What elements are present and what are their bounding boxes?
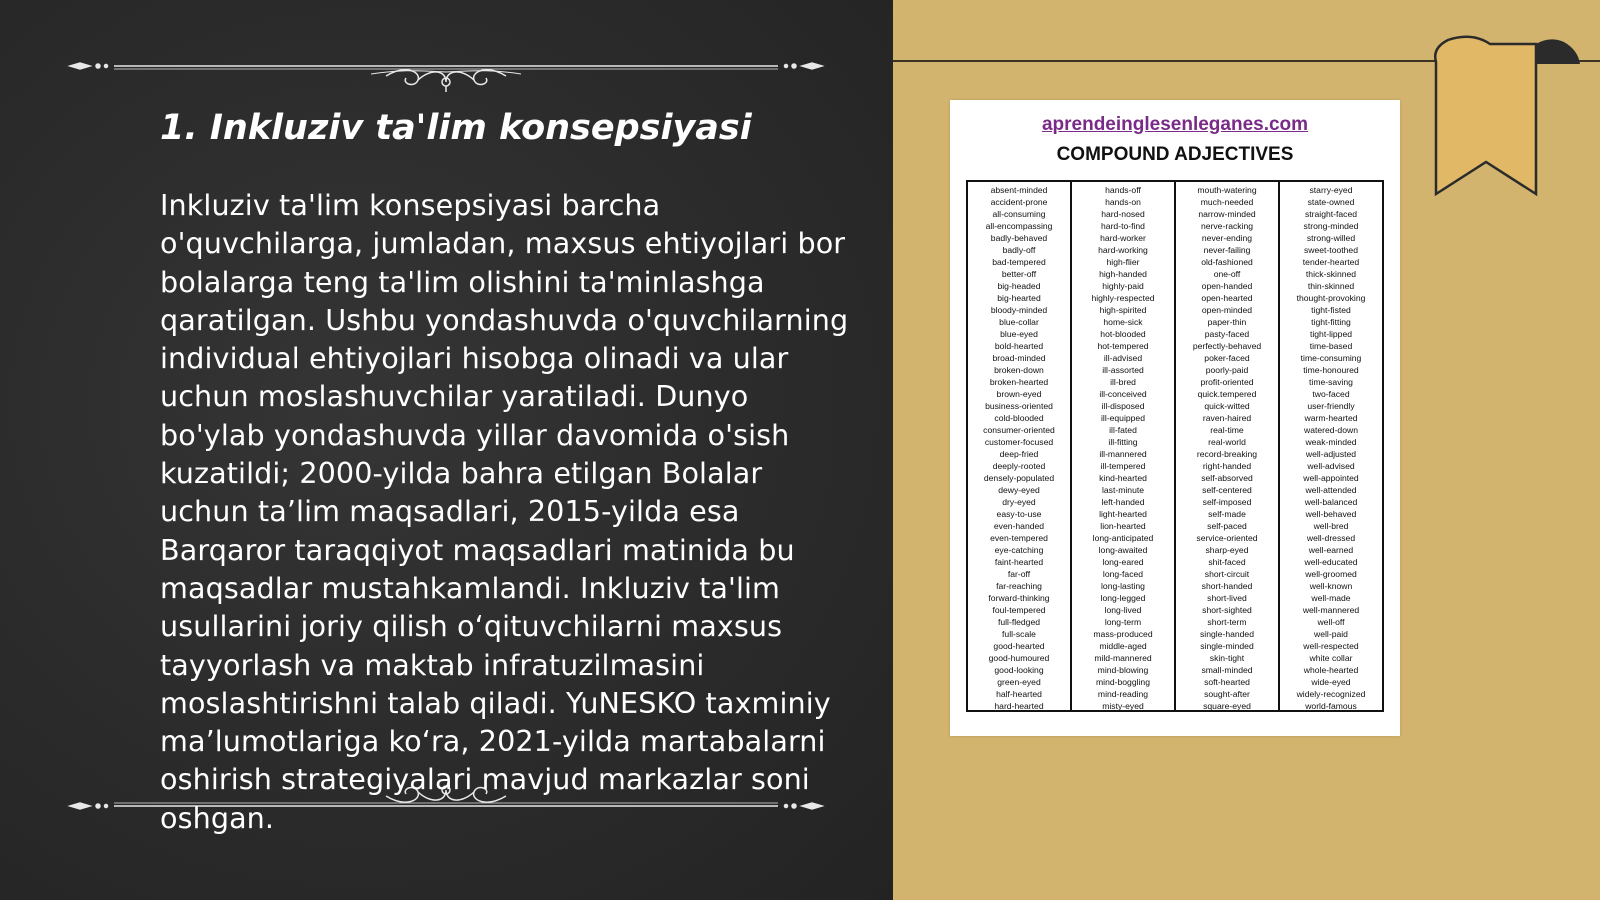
word-item: high-spirited [1099,305,1147,315]
word-item: ill-assorted [1102,365,1144,375]
word-item: self-made [1208,509,1246,519]
word-item: soft-hearted [1204,677,1250,687]
word-item: straight-faced [1304,209,1358,219]
word-item: absent-minded [990,185,1048,195]
word-item: well-mannered [1302,605,1360,615]
word-item: time-based [1309,341,1353,351]
word-item: raven-haired [1202,413,1252,423]
word-item: long-eared [1102,557,1144,567]
word-item: well-adjusted [1305,449,1357,459]
word-item: highly-paid [1102,281,1144,291]
word-item: strong-minded [1303,221,1359,231]
word-item: well-paid [1314,629,1348,639]
word-item: bold-hearted [994,341,1044,351]
word-item: thick-skinned [1305,269,1357,279]
word-item: well-off [1317,617,1345,627]
word-item: left-handed [1101,497,1145,507]
word-item: misty-eyed [1102,701,1144,711]
word-item: business-oriented [985,401,1053,411]
word-item: hard-worker [1100,233,1146,243]
word-item: well-known [1309,581,1353,591]
word-item: hot-tempered [1097,341,1149,351]
word-item: self-centered [1202,485,1252,495]
word-item: thin-skinned [1307,281,1355,291]
word-item: white collar [1309,653,1353,663]
word-item: world-famous [1305,701,1357,711]
word-item: highly-respected [1091,293,1155,303]
word-item: square-eyed [1203,701,1251,711]
word-item: customer-focused [984,437,1054,447]
word-item: time-saving [1309,377,1353,387]
word-item: real-world [1208,437,1246,447]
word-item: quick-witted [1204,401,1250,411]
word-item: broken-hearted [989,377,1049,387]
word-item: badly-off [1002,245,1036,255]
word-item: far-reaching [996,581,1042,591]
word-item: home-sick [1103,317,1143,327]
word-item: kind-hearted [1099,473,1147,483]
word-item: even-handed [993,521,1045,531]
word-item: good-hearted [993,641,1045,651]
word-item: well-balanced [1304,497,1358,507]
word-item: sharp-eyed [1205,545,1249,555]
word-item: mind-boggling [1096,677,1150,687]
word-item: mass-produced [1093,629,1153,639]
word-item: single-minded [1200,641,1254,651]
word-item: watered-down [1304,425,1358,435]
word-item: single-handed [1200,629,1254,639]
word-item: short-handed [1201,581,1253,591]
word-item: service-oriented [1196,533,1258,543]
word-item: short-lived [1207,593,1247,603]
word-item: bloody-minded [990,305,1048,315]
word-item: never-failing [1203,245,1251,255]
word-item: skin-tight [1209,653,1245,663]
word-item: long-term [1104,617,1142,627]
word-item: far-off [1007,569,1031,579]
word-item: foul-tempered [992,605,1046,615]
word-column [1176,182,1280,710]
word-item: all-consuming [992,209,1046,219]
word-item: well-advised [1307,461,1355,471]
word-item: starry-eyed [1309,185,1353,195]
word-item: all-encompassing [985,221,1053,231]
word-item: even-tempered [990,533,1048,543]
word-item: hands-on [1105,197,1141,207]
word-column [968,182,1072,710]
word-item: last-minute [1101,485,1145,495]
word-item: hands-off [1105,185,1141,195]
top-ornament-icon [66,42,826,92]
word-item: ill-equipped [1101,413,1145,423]
word-column [1280,182,1382,710]
worksheet-heading: COMPOUND ADJECTIVES [1056,144,1294,165]
word-item: good-looking [994,665,1044,675]
word-item: ill-advised [1103,353,1143,363]
word-item: tight-fitting [1311,317,1351,327]
word-item: long-lived [1104,605,1142,615]
word-item: open-minded [1201,305,1253,315]
word-item: green-eyed [997,677,1041,687]
word-item: dry-eyed [1002,497,1036,507]
word-item: old-fashioned [1201,257,1253,267]
word-item: never-ending [1201,233,1253,243]
word-item: self-paced [1207,521,1247,531]
word-item: broken-down [994,365,1044,375]
word-item: deep-fried [999,449,1039,459]
compound-adjectives-image [950,100,1400,736]
word-item: short-sighted [1202,605,1252,615]
word-item: well-bred [1313,521,1349,531]
word-item: ill-mannered [1099,449,1147,459]
word-item: time-consuming [1300,353,1362,363]
word-item: blue-eyed [1000,329,1038,339]
word-item: well-dressed [1306,533,1356,543]
word-item: poorly-paid [1205,365,1249,375]
word-item: well-groomed [1305,569,1357,579]
website-link[interactable]: aprendeinglesenleganes.com [1041,114,1309,135]
word-item: better-off [1001,269,1037,279]
word-item: full-fledged [997,617,1041,627]
word-item: state-owned [1307,197,1355,207]
word-item: good-humoured [988,653,1050,663]
word-item: dewy-eyed [998,485,1040,495]
word-item: wide-eyed [1311,677,1351,687]
word-item: ill-disposed [1101,401,1145,411]
word-item: sought-after [1204,689,1250,699]
word-item: small-minded [1201,665,1253,675]
word-item: mouth-watering [1197,185,1257,195]
word-item: hard-to-find [1101,221,1145,231]
word-item: well-respected [1303,641,1359,651]
word-item: well-behaved [1305,509,1357,519]
word-item: forward-thinking [988,593,1050,603]
word-item: shit-faced [1208,557,1246,567]
word-item: cold-blooded [994,413,1044,423]
word-item: real-time [1210,425,1244,435]
word-item: big-headed [997,281,1041,291]
word-item: poker-faced [1204,353,1250,363]
word-item: well-earned [1308,545,1354,555]
word-item: tight-fisted [1311,305,1351,315]
word-item: bad-tempered [992,257,1046,267]
word-item: widely-recognized [1296,689,1366,699]
word-item: full-scale [1002,629,1036,639]
word-item: deeply-rooted [992,461,1046,471]
slide-body-text: Inkluziv ta'lim konsepsiyasi barcha o'quvchilarga, jumladan, maxsus ehtiyojlari bor bolalarga teng ta'lim olishini ta'minlashga qaratilgan. Ushbu yondashuvda o'quvchilarning individual ehtiyojlari hisobga olinadi va ular uchun moslashuvchilar yaratiladi. Dunyo bo'ylab yondashuvda yillar davomida o'sish kuzatildi; 2000-yilda bahra etilgan Bolalar uchun ta’lim maqsadlari, 2015-yilda esa Barqaror taraqqiyot maqsadlari matinida bu maqsadlar mustahkamlandi. Inkluziv ta'lim usullarini joriy qilish o‘qituvchilarni maxsus tayyorlash va maktab infratuzilmasini moslashtirishni talab qiladi. YuNESKO taxminiy ma’lumotlariga ko‘ra, 2021-yilda martabalarni oshirish strategiyalari mavjud markazlar soni oshgan. [160,188,849,835]
word-item: profit-oriented [1200,377,1254,387]
word-item: middle-aged [1099,641,1147,651]
word-item: record-breaking [1196,449,1258,459]
word-item: strong-willed [1306,233,1356,243]
word-item: badly-behaved [990,233,1048,243]
word-item: long-lasting [1101,581,1145,591]
word-item: hard-hearted [994,701,1044,711]
word-item: high-flier [1106,257,1140,267]
word-item: half-hearted [996,689,1042,699]
word-item: tender-hearted [1302,257,1360,267]
word-item: thought-provoking [1296,293,1366,303]
word-item: right-handed [1202,461,1252,471]
word-item: paper-thin [1207,317,1247,327]
word-item: nerve-racking [1200,221,1254,231]
word-item: much-needed [1200,197,1254,207]
word-item: eye-catching [994,545,1044,555]
word-item: long-anticipated [1092,533,1154,543]
word-item: mild-mannered [1094,653,1152,663]
word-item: warm-hearted [1304,413,1358,423]
bookmark-icon [1432,34,1582,204]
slide-title: 1. Inkluziv ta'lim konsepsiyasi [160,108,752,148]
word-item: one-off [1213,269,1241,279]
word-item: well-educated [1304,557,1358,567]
word-item: quick.tempered [1197,389,1257,399]
word-item: blue-collar [999,317,1039,327]
word-table [966,180,1384,712]
word-item: easy-to-use [996,509,1042,519]
word-item: narrow-minded [1198,209,1256,219]
word-item: self-imposed [1202,497,1252,507]
word-item: hot-blooded [1100,329,1146,339]
word-item: ill-conceived [1099,389,1147,399]
word-item: well-appointed [1303,473,1359,483]
word-item: pasty-faced [1204,329,1250,339]
word-item: ill-fated [1109,425,1137,435]
word-item: hard-working [1098,245,1148,255]
word-item: light-hearted [1099,509,1147,519]
word-item: consumer-oriented [983,425,1055,435]
word-item: open-hearted [1201,293,1253,303]
word-item: time-honoured [1303,365,1359,375]
word-item: tight-lipped [1309,329,1353,339]
word-item: accident-prone [990,197,1048,207]
word-item: hard-nosed [1101,209,1145,219]
word-item: two-faced [1312,389,1350,399]
word-column [1072,182,1176,710]
word-item: lion-hearted [1100,521,1146,531]
word-item: faint-hearted [994,557,1044,567]
word-item: short-term [1207,617,1247,627]
word-item: high-handed [1099,269,1147,279]
word-item: broad-minded [992,353,1046,363]
word-item: big-hearted [997,293,1041,303]
word-item: long-awaited [1098,545,1148,555]
word-item: perfectly-behaved [1192,341,1262,351]
word-item: densely-populated [983,473,1055,483]
word-item: mind-blowing [1097,665,1149,675]
word-item: whole-hearted [1303,665,1359,675]
word-item: well-made [1311,593,1351,603]
word-item: short-circuit [1204,569,1250,579]
word-item: well-attended [1305,485,1357,495]
word-item: ill-tempered [1100,461,1146,471]
word-item: brown-eyed [996,389,1042,399]
word-item: long-legged [1100,593,1146,603]
word-item: mind-reading [1097,689,1149,699]
word-item: ill-fitting [1108,437,1138,447]
word-item: open-handed [1201,281,1253,291]
word-item: weak-minded [1305,437,1357,447]
word-item: user-friendly [1307,401,1355,411]
word-item: self-absorved [1201,473,1253,483]
word-item: sweet-toothed [1304,245,1358,255]
word-item: long-faced [1102,569,1144,579]
word-item: ill-bred [1110,377,1136,387]
